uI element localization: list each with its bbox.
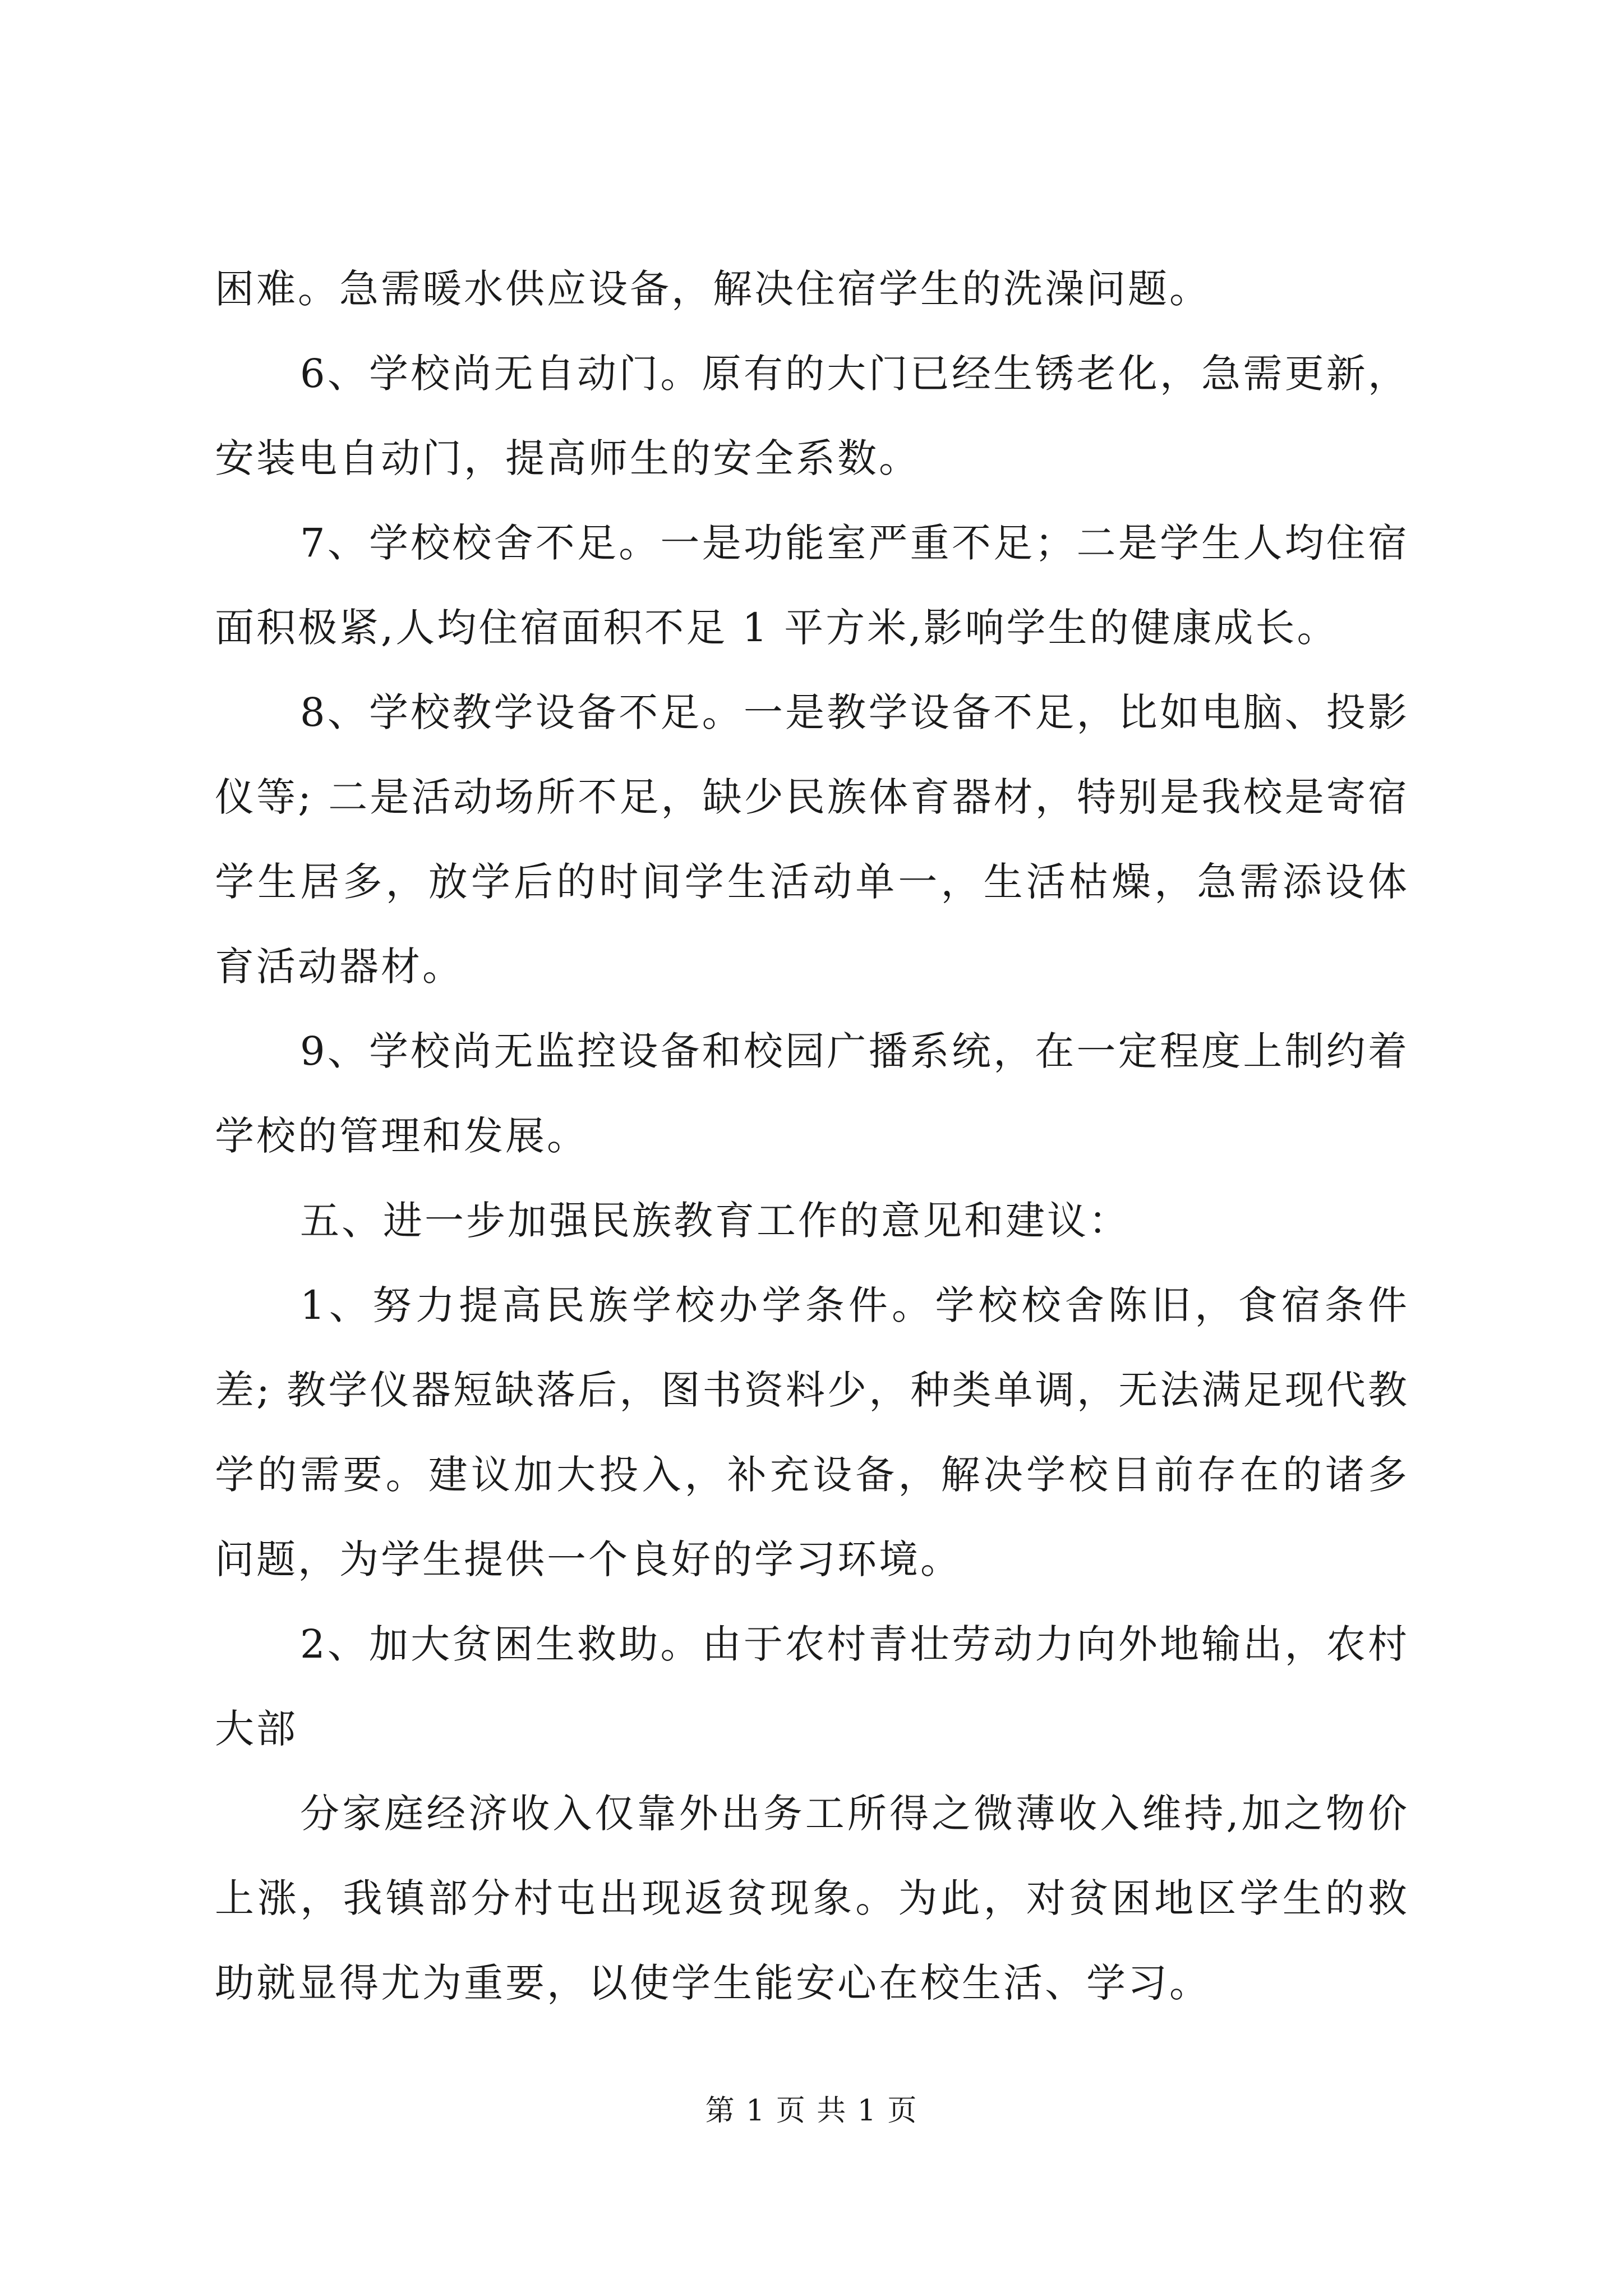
suggestion-item-2-continued: 分家庭经济收入仅靠外出务工所得之微薄收入维持,加之物价上涨，我镇部分村屯出现返贫现象。为此，对贫困地区学生的救助就显得尤为重要，以使学生能安心在校生活、学习。 <box>215 1791 1409 2006</box>
paragraph-item-6: 6、学校尚无自动门。原有的大门已经生锈老化，急需更新，安装电自动门，提高师生的安全系数。 <box>215 351 1409 481</box>
page-footer: 第 1 页 共 1 页 <box>705 2094 918 2128</box>
document-body <box>215 247 1409 2026</box>
paragraph-continuation: 困难。急需暖水供应设备，解决住宿学生的洗澡问题。 <box>215 266 1211 312</box>
suggestion-item-2: 2、加大贫困生救助。由于农村青壮劳动力向外地输出，农村大部 <box>215 1621 1409 1752</box>
paragraph-item-9: 9、学校尚无监控设备和校园广播系统，在一定程度上制约着学校的管理和发展。 <box>215 1028 1409 1159</box>
paragraph-item-8: 8、学校教学设备不足。一是教学设备不足，比如电脑、投影仪等; 二是活动场所不足，缺少民族体育器材，特别是我校是寄宿学生居多，放学后的时间学生活动单一，生活枯燥，急需添设体育活动器材。 <box>215 689 1409 990</box>
suggestion-item-1: 1、努力提高民族学校办学条件。学校校舍陈旧，食宿条件差; 教学仪器短缺落后，图书资料少，种类单调，无法满足现代教学的需要。建议加大投入，补充设备，解决学校目前存在的诸多问题，为学生提供一个良好的学习环境。 <box>215 1282 1409 1582</box>
paragraph-item-7: 7、学校校舍不足。一是功能室严重不足；二是学生人均住宿面积极紧,人均住宿面积不足 1 平方米,影响学生的健康成长。 <box>215 520 1409 651</box>
section-heading-5: 五、进一步加强民族教育工作的意见和建议： <box>300 1198 1130 1244</box>
